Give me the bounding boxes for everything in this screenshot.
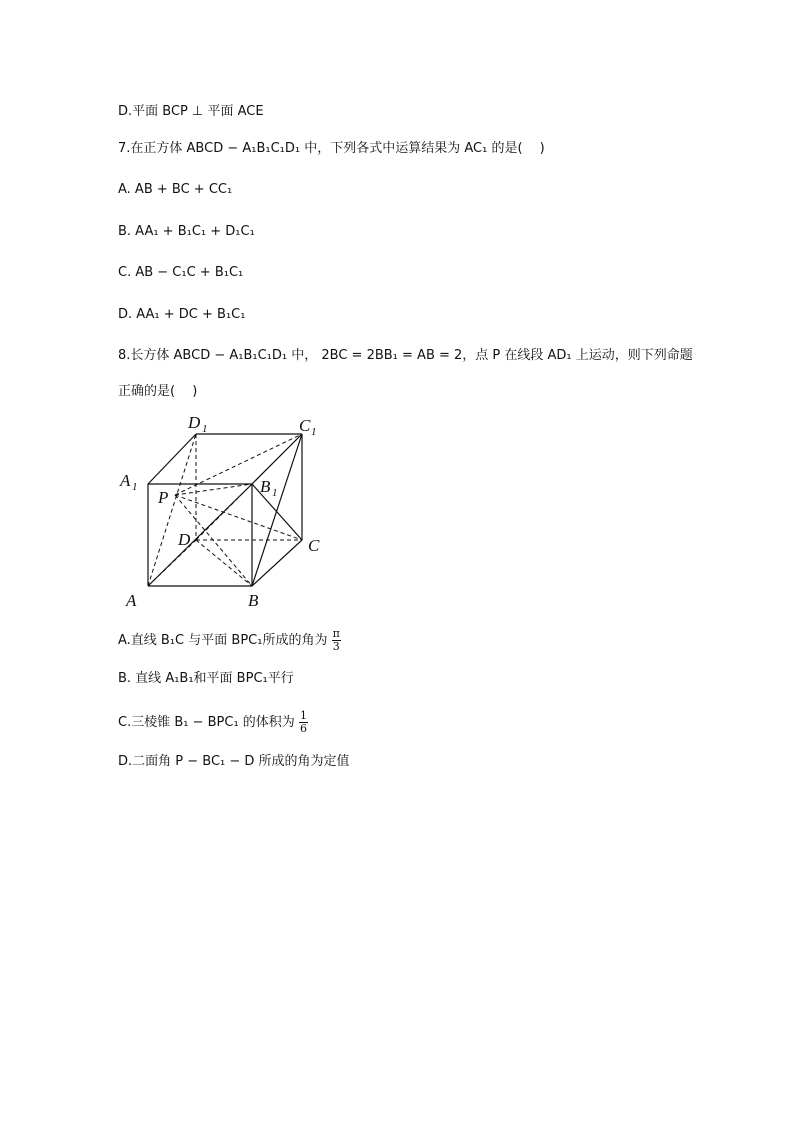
fraction-numerator: 1	[299, 709, 307, 722]
q8-option-b: B. 直线 A₁B₁和平面 BPC₁平行	[118, 671, 294, 686]
fraction-pi-over-3	[332, 628, 341, 653]
label-a: A	[126, 591, 137, 610]
q7-option-d: D. AA₁ + DC + B₁C₁	[118, 307, 246, 322]
q8-option-a-text: A.直线 B₁C 与平面 BPC₁所成的角为	[118, 633, 328, 648]
q8-option-d: D.二面角 P − BC₁ − D 所成的角为定值	[118, 754, 350, 769]
label-a1: A	[120, 471, 131, 490]
label-d: D	[178, 530, 191, 549]
q8-option-a	[118, 628, 341, 653]
label-b1-sub: 1	[272, 487, 278, 499]
label-a1-sub: 1	[132, 481, 138, 493]
q8-stem-line2: 正确的是( )	[118, 384, 198, 399]
q7-stem: 7.在正方体 ABCD − A₁B₁C₁D₁ 中，下列各式中运算结果为 AC₁ 的是( )	[118, 141, 545, 156]
q7-option-a: A. AB + BC + CC₁	[118, 182, 233, 197]
label-b: B	[248, 591, 259, 610]
q7-option-b: B. AA₁ + B₁C₁ + D₁C₁	[118, 224, 255, 239]
fraction-1-over-6	[299, 710, 308, 735]
fraction-denominator: 6	[299, 722, 307, 735]
cuboid-figure	[110, 408, 340, 613]
label-d1: D	[188, 413, 201, 432]
label-c: C	[308, 536, 320, 555]
fraction-numerator: π	[332, 627, 340, 640]
q8-option-c	[118, 710, 308, 735]
q8-option-c-text: C.三棱锥 B₁ − BPC₁ 的体积为	[118, 715, 295, 730]
label-b1: B	[260, 477, 271, 496]
label-d1-sub: 1	[202, 423, 208, 435]
label-c1-sub: 1	[311, 426, 317, 438]
label-c1: C	[299, 416, 311, 435]
q7-option-c: C. AB − C₁C + B₁C₁	[118, 265, 244, 280]
fraction-denominator: 3	[332, 640, 340, 653]
q6-option-d: D.平面 BCP ⊥ 平面 ACE	[118, 104, 264, 119]
label-p: P	[158, 488, 169, 507]
q8-stem-line1: 8.长方体 ABCD − A₁B₁C₁D₁ 中， 2BC = 2BB₁ = AB = 2，点 P 在线段 AD₁ 上运动，则下列命题	[118, 348, 693, 363]
